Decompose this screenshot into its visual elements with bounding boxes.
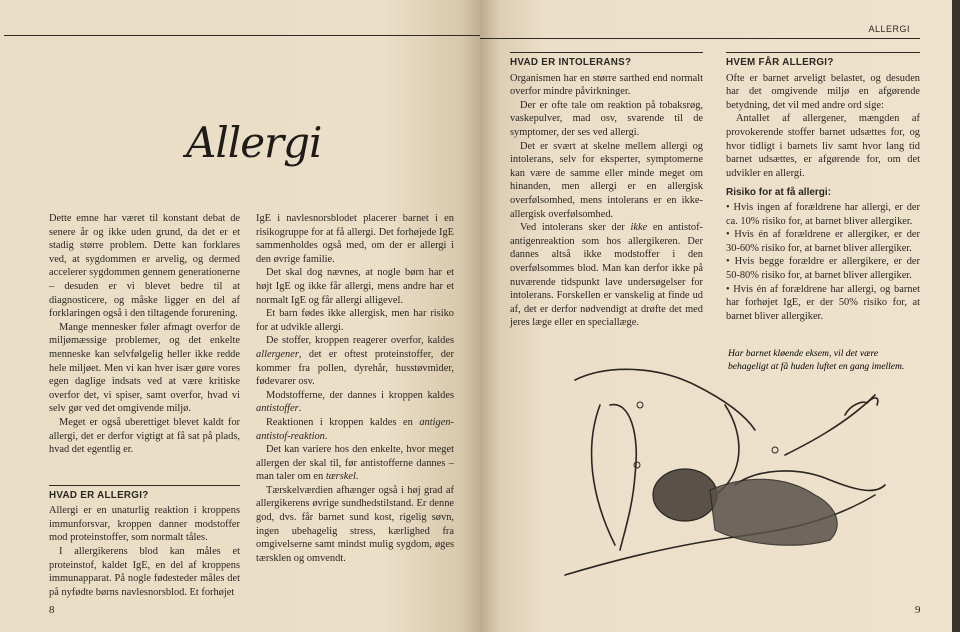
top-rule (4, 35, 480, 36)
paragraph: De stoffer, kroppen reagerer overfor, kaldes allergener, det er oftest proteinstoffer, der kommer fra pollen, dyrehår, husstøvmider, fødevarer osv. (256, 335, 454, 388)
book-edge (952, 0, 960, 632)
paragraph: Mange mennesker føler afmagt overfor de miljømæssige problemer, og det enkelte menneske kan selvfølgelig heller ikke redde hele miljøet. Men vi kan hver især gøre vores egen daglige indsats ved at være kritiske overfor det, vi spiser, samt overfor, hvad vi selv gør ved det omgivende miljø. (49, 321, 240, 415)
paragraph: IgE i navlesnorsblodet placerer barnet i en risikogruppe for at få allergi. Det forhøjede IgE sammenholdes også med, om der er allergi i den øvrige familie. (256, 213, 454, 265)
baby-illustration (545, 345, 905, 585)
intro-paragraphs (49, 212, 240, 457)
sleeve (610, 405, 636, 550)
paragraph: Antallet af allergener, mængden af provokerende stoffer barnet udsættes for, og hvor tidligt i barnets liv samt hvor lang tid barnet udsættes, er afgørende for, om det udvikler en allergi. (726, 113, 920, 179)
baby-head (653, 469, 717, 521)
intolerance-paragraphs (510, 72, 703, 330)
section-heading-intolerance: HVAD ER INTOLERANS? (510, 52, 703, 70)
chapter-title: Allergi (186, 118, 322, 167)
paragraph: I allergikerens blod kan måles et proteinstof, kaldet IgE, en del af kroppens immunapparat. På nogle fødesteder måles det på nyfødte børns navlesnorsblod. Et forhøjet (49, 546, 240, 598)
paragraph: Det kan variere hos den enkelte, hvor meget allergen der skal til, før antistofferne dannes – man taler om en tærskel. (256, 444, 454, 483)
risk-item: • Hvis én af forældrene har allergi, og barnet har forhøjet IgE, er der 50% risiko for, at barnet bliver allergiker. (726, 283, 920, 322)
right-column-1 (510, 52, 703, 330)
running-head: ALLERGI (868, 24, 910, 34)
section-heading-who: HVEM FÅR ALLERGI? (726, 52, 920, 70)
risk-heading: Risiko for at få allergi: (726, 187, 832, 199)
paragraph: Et barn fødes ikke allergisk, men har risiko for at udvikle allergi. (256, 308, 454, 333)
left-column-2 (256, 212, 454, 565)
top-rule-right (480, 38, 920, 39)
risk-item: • Hvis én af forældrene er allergiker, er der 30-60% risiko for, at barnet bliver allergiker. (726, 229, 920, 254)
paragraph: Organismen har en større sarthed end normalt overfor mindre påvirkninger. (510, 72, 703, 98)
baby-body (710, 479, 837, 545)
section-paragraphs (49, 504, 240, 599)
paragraph: Meget er også uberettiget blevet kaldt for allergi, det er derfor vigtigt at få sat på plads, hvad det egentlig er. (49, 416, 240, 456)
illustration-caption: Har barnet kløende eksem, vil det være behageligt at få huden luftet en gang imellem. (728, 348, 905, 372)
button (772, 447, 778, 453)
paragraph: Der er ofte tale om reaktion på tobaksrøg, vaskepulver, mad osv, svarende til de symptomer, der ses ved allergi. (510, 99, 703, 138)
page-number-right: 9 (915, 604, 921, 616)
page-number-left: 8 (49, 604, 55, 616)
baby-arm (785, 395, 875, 455)
risk-item: • Hvis begge forældre er allergikere, er der 50-80% risiko for, at barnet bliver allergiker. (726, 256, 920, 281)
risk-item: • Hvis ingen af forældrene har allergi, er der ca. 10% risiko for, at barnet bliver allergiker. (726, 201, 920, 227)
paragraph: Reaktionen i kroppen kaldes en antigen-antistof-reaktion. (256, 416, 454, 442)
paragraph: Allergi er en unaturlig reaktion i kroppens immunforsvar, kroppen danner modstoffer mod proteinstoffer, som normalt tåles. (49, 505, 240, 544)
parent-shoulder (575, 369, 755, 430)
risk-list (726, 201, 920, 323)
paragraph: Det er svært at skelne mellem allergi og intolerans, selv for eksperter, symptomerne kan være de samme eller minde meget om hinanden, men allergi er en allergisk overfølsomhed, mens intolerans er en ikke-allergisk overfølsomhed. (510, 140, 703, 220)
paragraph: Det skal dog nævnes, at nogle børn har et højt IgE og ikke får allergi, mens andre har et normalt IgE og får allergi alligevel. (256, 267, 454, 306)
left-column-1 (49, 212, 240, 599)
paragraph: Modstofferne, der dannes i kroppen kaldes antistoffer. (256, 389, 454, 415)
who-paragraphs (726, 72, 920, 181)
button (634, 462, 640, 468)
right-column-2 (726, 52, 920, 323)
paragraph: Tærskelværdien afhænger også i høj grad af allergikerens øvrige sundhedstilstand. Er denne god, dvs. får barnet sund kost, rigelig søvn, ingen ubehagelig stress, kærlighed fra omgivelserne samt mindst mulig sygdom, øges tærsklen og omvendt. (256, 484, 454, 564)
button (637, 402, 643, 408)
paragraph: Dette emne har været til konstant debat de senere år og ikke uden grund, da det er et stadig større problem. Dette kan forklares ved, at sygdommen er arvelig, og dermed accelerer sygdommen gennem generationerne – desuden er vi blevet bedre til at diagnosticere, og måske ligger en del af forklaringen også i den tiltagende forurening. (49, 213, 240, 320)
paragraph: Ofte er barnet arveligt belastet, og desuden har det omgivende miljø en afgørende betydning, det vil med andre ord sige: (726, 72, 920, 111)
paragraph: Ved intolerans sker der ikke en antistof-antigenreaktion som hos allergikeren. Der dannes altså ikke modstoffer i den overfølsommes blod. Man kan derfor ikke på nuværende tidspunkt lave undersøgelser for intolerans. Forskellen er vanskelig at finde ud af, det er derfor nødvendigt at drøfte det med jeres læge eller en speciallæge. (510, 222, 703, 329)
parent-arm (592, 405, 615, 545)
section-heading-allergy: HVAD ER ALLERGI? (49, 485, 240, 503)
